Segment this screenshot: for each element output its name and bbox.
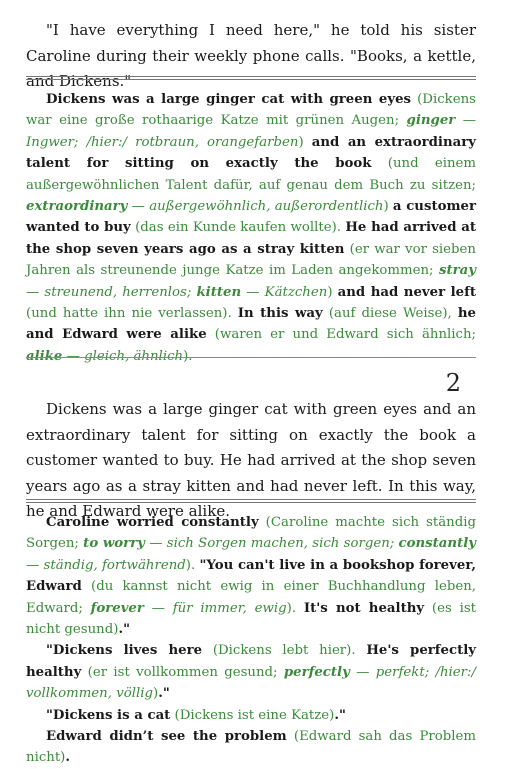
german-translation: (Dickens ist eine Katze) xyxy=(170,707,335,723)
glossary-term: forever xyxy=(90,600,144,616)
glossary-definition: — Ingwer; /hier:/ rotbraun, orangefarben xyxy=(26,113,476,150)
divider-page-break xyxy=(26,357,476,358)
english-phrase: "Dickens lives here xyxy=(46,643,203,659)
glossary-definition: — ständig, fortwährend xyxy=(26,557,186,573)
german-translation: (er war vor sieben Jahren als streunende junge Katze im Laden angekommen; xyxy=(26,241,476,279)
english-phrase: he and Edward were alike xyxy=(26,306,476,343)
annotation-block-1 xyxy=(26,89,476,367)
german-translation: (Dickens war eine große rothaarige Katze mit grünen Augen; xyxy=(26,92,476,129)
annotated-paragraph xyxy=(26,640,476,704)
german-translation: ) xyxy=(383,199,393,215)
glossary-term: stray xyxy=(439,263,476,279)
german-translation: (waren er und Edward sich ähnlich; xyxy=(206,327,476,343)
german-translation: (das ein Kunde kaufen wollte). xyxy=(130,220,346,236)
english-phrase: Dickens was a large ginger cat with green eyes xyxy=(46,92,412,107)
top-paragraph: "I have everything I need here," he told his sister Caroline during their weekly phone calls. "Books, a kettle, and Dickens." xyxy=(26,21,476,90)
double-divider-bottom xyxy=(26,499,476,500)
german-translation: (er ist vollkommen gesund; xyxy=(81,664,284,680)
glossary-term: kitten xyxy=(196,284,242,300)
english-phrase: . xyxy=(65,750,70,766)
german-translation: (Edward sah das Problem nicht) xyxy=(26,729,476,766)
annotated-paragraph xyxy=(26,512,476,640)
english-phrase: a customer wanted to buy xyxy=(26,199,476,236)
annotated-paragraph xyxy=(26,705,476,726)
german-translation: ) xyxy=(327,284,338,300)
german-translation: ). xyxy=(183,348,193,364)
glossary-term: constantly xyxy=(398,536,476,552)
german-translation: (du kannst nicht ewig in einer Buchhandlung leben, Edward; xyxy=(26,579,476,616)
english-phrase: ." xyxy=(158,686,170,702)
english-phrase: "Dickens is a cat xyxy=(46,707,171,723)
double-divider-top xyxy=(26,76,476,77)
german-translation: ) xyxy=(152,686,159,702)
german-translation: ) xyxy=(298,134,312,150)
glossary-definition: — sich Sorgen machen, sich sorgen; xyxy=(144,536,399,552)
page-number: 2 xyxy=(445,369,461,397)
glossary-term: to worry xyxy=(83,536,145,552)
english-phrase: In this way xyxy=(237,306,323,322)
glossary-definition: — perfekt; /hier:/ vollkommen, völlig xyxy=(26,664,476,702)
english-phrase: He had arrived at the shop seven years ago as a stray kitten xyxy=(26,220,476,257)
annotated-paragraph xyxy=(26,726,476,769)
english-phrase: and had never left xyxy=(337,284,476,300)
glossary-term: extraordinary xyxy=(26,199,128,215)
english-phrase: He's perfectly healthy xyxy=(26,643,477,680)
annotated-paragraph xyxy=(26,89,476,367)
german-translation: (es ist nicht gesund) xyxy=(26,600,476,638)
english-phrase: and an extraordinary talent for sitting on exactly the book xyxy=(26,134,476,172)
glossary-term: perfectly xyxy=(283,664,350,680)
english-phrase: Edward didn’t see the problem xyxy=(46,729,287,745)
english-phrase: ." xyxy=(334,707,346,723)
english-phrase: It's not healthy xyxy=(303,600,425,616)
glossary-definition: — streunend, herrenlos; xyxy=(26,284,197,300)
german-translation: (Dickens lebt hier). xyxy=(202,643,367,659)
main-paragraph: Dickens was a large ginger cat with green eyes and an extraordinary talent for sitting on exactly the book a customer wanted to buy. He had arrived at the shop seven years ago as a stray kitten and had never left. In this way, he and Edward were alike. xyxy=(26,400,476,520)
english-phrase: "You can't live in a bookshop forever, Edward xyxy=(26,557,476,595)
german-translation: (und einem außergewöhnlichen Talent dafür, auf genau dem Buch zu sitzen; xyxy=(26,156,476,193)
glossary-term: ginger xyxy=(406,113,456,129)
glossary-definition: — gleich, ähnlich xyxy=(62,348,184,364)
german-translation: ). xyxy=(185,557,200,573)
glossary-definition: — Kätzchen xyxy=(241,284,328,300)
german-translation: ). xyxy=(286,600,304,616)
german-translation: (und hatte ihn nie verlassen). xyxy=(26,306,238,322)
german-translation: (Caroline machte sich ständig Sorgen; xyxy=(26,515,476,552)
glossary-definition: — für immer, ewig xyxy=(143,600,287,616)
annotation-block-2 xyxy=(26,512,476,769)
english-phrase: ." xyxy=(118,622,130,638)
english-phrase: Caroline worried constantly xyxy=(46,515,259,530)
glossary-term: alike xyxy=(26,348,63,364)
glossary-definition: — außergewöhnlich, außerordentlich xyxy=(127,199,384,215)
german-translation: (auf diese Weise), xyxy=(322,306,458,322)
